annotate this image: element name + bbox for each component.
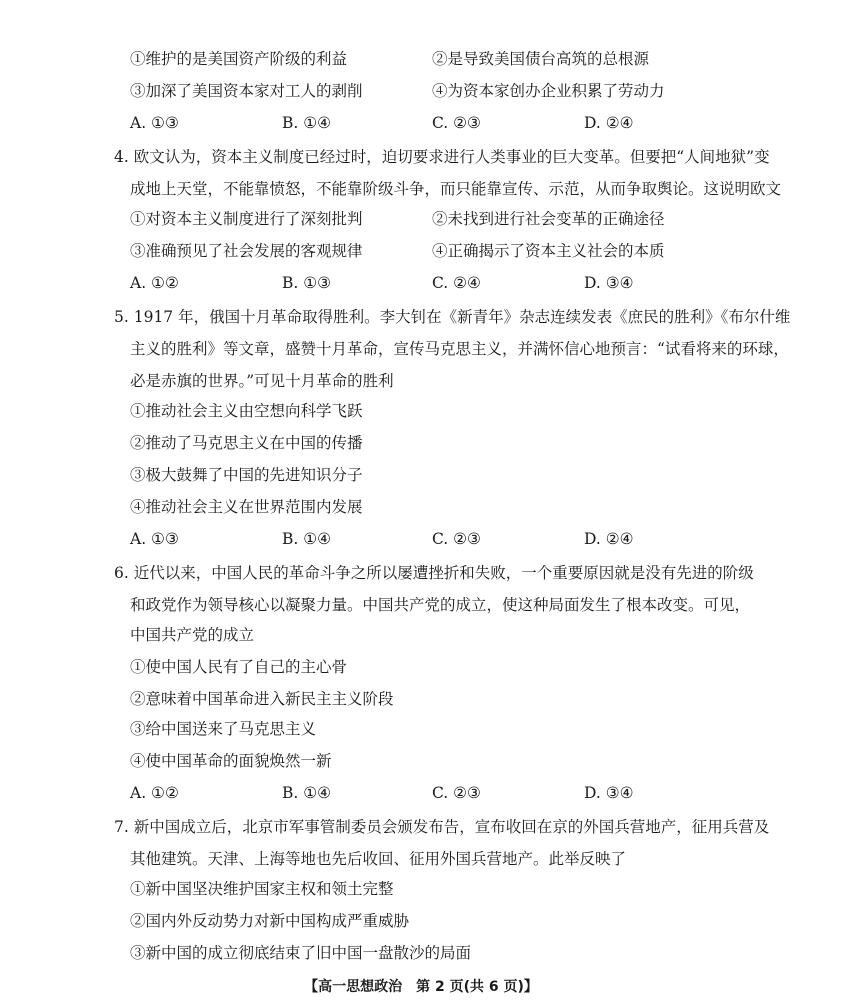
q6-stem-line-2: 和政党作为领导核心以凝聚力量。中国共产党的成立，使这种局面发生了根本改变。可见， — [130, 596, 751, 614]
q5-choice-c: C. ②③ — [432, 530, 481, 548]
q4-choice-b: B. ①③ — [282, 274, 332, 292]
q3-choice-a: A. ①③ — [130, 114, 179, 132]
q4-choice-c: C. ②④ — [432, 274, 481, 292]
q3-choice-c: C. ②③ — [432, 114, 481, 132]
q4-choice-a: A. ①② — [130, 274, 179, 292]
q4-choice-d: D. ③④ — [584, 274, 634, 292]
q3-option-4: ④为资本家创办企业积累了劳动力 — [432, 82, 665, 100]
q3-choice-d: D. ②④ — [584, 114, 634, 132]
q6-option-3: ③给中国送来了马克思主义 — [130, 720, 317, 738]
q5-stem-line-1: 5. 1917 年，俄国十月革命取得胜利。李大钊在《新青年》杂志连续发表《庶民的胜利》《布尔什维 — [114, 308, 791, 326]
q7-option-1: ①新中国坚决维护国家主权和领土完整 — [130, 880, 394, 898]
q6-option-4: ④使中国革命的面貌焕然一新 — [130, 752, 332, 770]
q4-option-2: ②未找到进行社会变革的正确途径 — [432, 210, 665, 228]
page-footer: 【高一思想政治 第 2 页(共 6 页)】 — [304, 979, 538, 995]
q4-option-1: ①对资本主义制度进行了深刻批判 — [130, 210, 363, 228]
q4-stem-line-1: 4. 欧文认为，资本主义制度已经过时，迫切要求进行人类事业的巨大变革。但要把“人间地狱”变 — [114, 148, 770, 166]
q5-option-4: ④推动社会主义在世界范围内发展 — [130, 498, 363, 516]
q6-choice-b: B. ①④ — [282, 784, 332, 802]
q5-option-3: ③极大鼓舞了中国的先进知识分子 — [130, 466, 363, 484]
q7-option-3: ③新中国的成立彻底结束了旧中国一盘散沙的局面 — [130, 944, 472, 962]
q3-choice-b: B. ①④ — [282, 114, 332, 132]
q5-choice-a: A. ①③ — [130, 530, 179, 548]
q6-option-1: ①使中国人民有了自己的主心骨 — [130, 658, 348, 676]
q4-option-4: ④正确揭示了资本主义社会的本质 — [432, 242, 665, 260]
q3-option-1: ①维护的是美国资产阶级的利益 — [130, 50, 348, 68]
q7-stem-line-2: 其他建筑。天津、上海等地也先后收回、征用外国兵营地产。此举反映了 — [130, 850, 627, 868]
q3-option-2: ②是导致美国债台高筑的总根源 — [432, 50, 650, 68]
q6-stem-line-3: 中国共产党的成立 — [130, 626, 255, 644]
q6-choice-a: A. ①② — [130, 784, 179, 802]
q6-stem-line-1: 6. 近代以来，中国人民的革命斗争之所以屡遭挫折和失败，一个重要原因就是没有先进的阶级 — [114, 564, 754, 582]
q6-option-2: ②意味着中国革命进入新民主主义阶段 — [130, 690, 394, 708]
q5-stem-line-2: 主义的胜利》等文章，盛赞十月革命，宣传马克思主义，并满怀信心地预言：“试看将来的环球， — [130, 340, 789, 358]
q6-choice-c: C. ②③ — [432, 784, 481, 802]
q5-stem-line-3: 必是赤旗的世界。”可见十月革命的胜利 — [130, 372, 394, 390]
q7-stem-line-1: 7. 新中国成立后，北京市军事管制委员会颁发布告，宣布收回在京的外国兵营地产，征用兵营及 — [114, 818, 770, 836]
q5-choice-d: D. ②④ — [584, 530, 634, 548]
q4-option-3: ③准确预见了社会发展的客观规律 — [130, 242, 363, 260]
q6-choice-d: D. ③④ — [584, 784, 634, 802]
q5-choice-b: B. ①④ — [282, 530, 332, 548]
q7-option-2: ②国内外反动势力对新中国构成严重威胁 — [130, 912, 410, 930]
q3-option-3: ③加深了美国资本家对工人的剥削 — [130, 82, 363, 100]
q5-option-1: ①推动社会主义由空想向科学飞跃 — [130, 402, 363, 420]
q4-stem-line-2: 成地上天堂，不能靠愤怒，不能靠阶级斗争，而只能靠宣传、示范，从而争取舆论。这说明欧文 — [130, 180, 782, 198]
q5-option-2: ②推动了马克思主义在中国的传播 — [130, 434, 363, 452]
